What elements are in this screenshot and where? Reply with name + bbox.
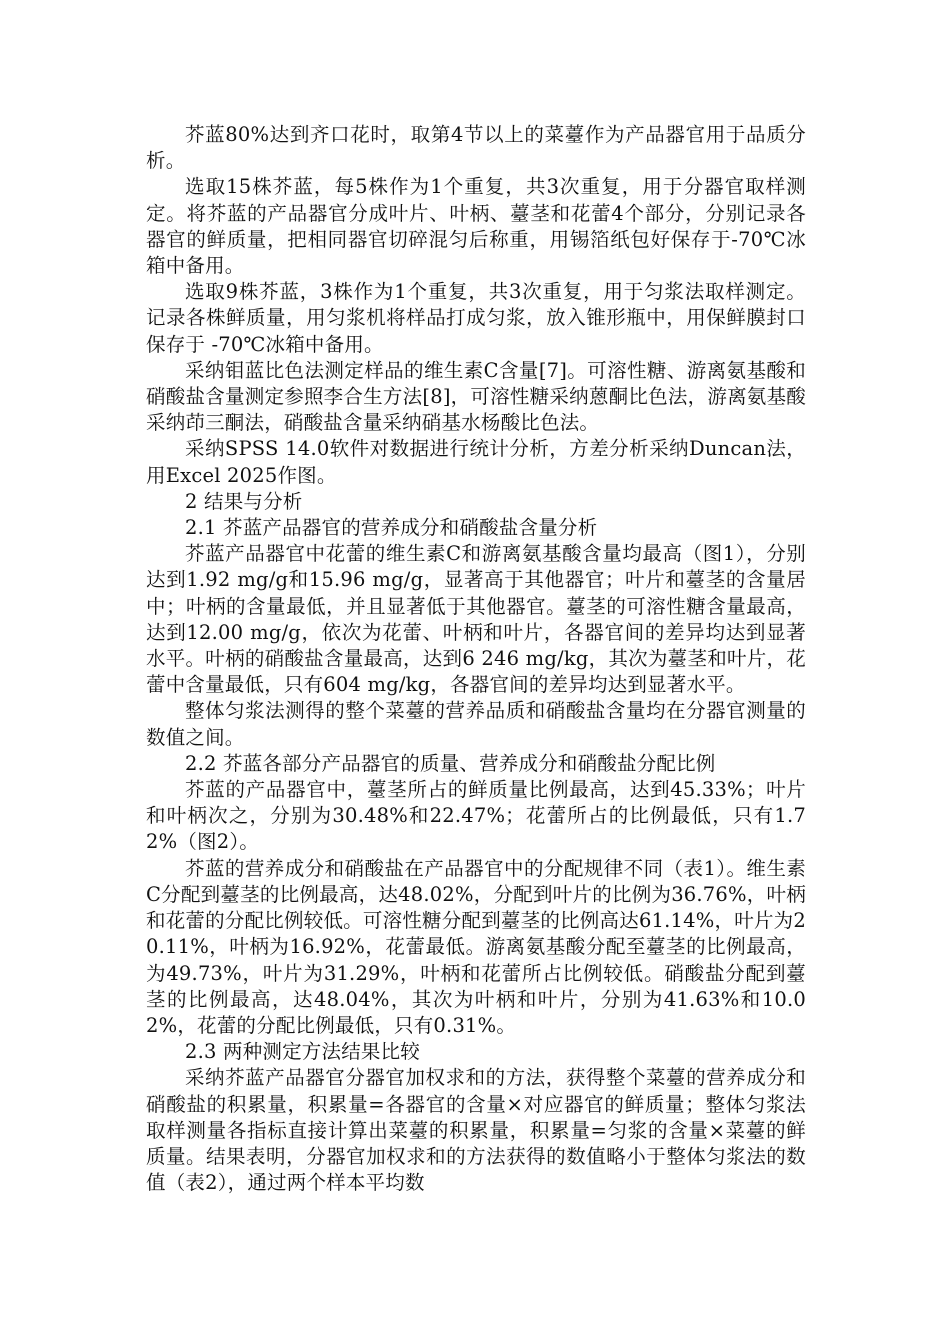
document-page (146, 122, 806, 1196)
paragraph-fresh-mass-ratio: 芥蓝的产品器官中，薹茎所占的鲜质量比例最高，达到45.33%；叶片和叶柄次之，分别为30.48%和22.47%；花蕾所占的比例最低，只有1.72%（图2）。 (146, 778, 806, 854)
paragraph-homogenate-sampling: 选取9株芥蓝，3株作为1个重复，共3次重复，用于匀浆法取样测定。记录各株鲜质量，用匀浆机将样品打成匀浆，放入锥形瓶中，用保鲜膜封口保存于 -70℃冰箱中备用。 (146, 280, 806, 356)
paragraph-measurement-methods: 采纳钼蓝比色法测定样品的维生素C含量[7]。可溶性糖、游离氨基酸和硝酸盐含量测定参照李合生方法[8]，可溶性糖采纳蒽酮比色法，游离氨基酸采纳茚三酮法，硝酸盐含量采纳硝基水杨酸比色法。 (146, 358, 806, 435)
paragraph-method-comparison: 采纳芥蓝产品器官分器官加权求和的方法，获得整个菜薹的营养成分和硝酸盐的积累量，积累量=各器官的含量×对应器官的鲜质量；整体匀浆法取样测量各指标直接计算出菜薹的积累量，积累量=匀浆的含量×菜薹的鲜质量。结果表明，分器官加权求和的方法获得的数值略小于整体匀浆法的数值（表2），通过两个样本平均数 (146, 1066, 806, 1195)
paragraph-statistics: 采纳SPSS 14.0软件对数据进行统计分析，方差分析采纳Duncan法，用Excel 2025作图。 (146, 437, 806, 487)
paragraph-distribution-ratio: 芥蓝的营养成分和硝酸盐在产品器官中的分配规律不同（表1）。维生素C分配到薹茎的比例最高，达48.02%，分配到叶片的比例为36.76%，叶柄和花蕾的分配比例较低。可溶性糖分配到薹茎的比例高达61.14%，叶片为20.11%，叶柄为16.92%，花蕾最低。游离氨基酸分配至薹茎的比例最高，为49.73%，叶片为31.29%，叶柄和花蕾所占比例较低。硝酸盐分配到薹茎的比例最高，达48.04%，其次为叶柄和叶片，分别为41.63%和10.02%，花蕾的分配比例最低，只有0.31%。 (146, 856, 806, 1037)
paragraph-nutrient-content: 芥蓝产品器官中花蕾的维生素C和游离氨基酸含量均最高（图1），分别达到1.92 mg/g和15.96 mg/g，显著高于其他器官；叶片和薹茎的含量居中；叶柄的含量最低，并且显著低于其他器官。薹茎的可溶性糖含量最高，达到12.00 mg/g，依次为花蕾、叶柄和叶片，各器官间的差异均达到显著水平。叶柄的硝酸盐含量最高，达到6 246 mg/kg，其次为薹茎和叶片，花蕾中含量最低，只有604 mg/kg，各器官间的差异均达到显著水平。 (146, 542, 806, 697)
paragraph-homogenate-range: 整体匀浆法测得的整个菜薹的营养品质和硝酸盐含量均在分器官测量的数值之间。 (146, 699, 806, 749)
subsection-heading-2-1: 2.1 芥蓝产品器官的营养成分和硝酸盐含量分析 (185, 516, 598, 540)
subsection-heading-2-3: 2.3 两种测定方法结果比较 (185, 1040, 421, 1064)
section-heading-results: 2 结果与分析 (185, 489, 303, 513)
subsection-heading-2-2: 2.2 芥蓝各部分产品器官的质量、营养成分和硝酸盐分配比例 (185, 751, 716, 775)
paragraph-sampling-stage: 芥蓝80%达到齐口花时，取第4节以上的菜薹作为产品器官用于品质分析。 (146, 123, 806, 173)
paragraph-organ-sampling: 选取15株芥蓝，每5株作为1个重复，共3次重复，用于分器官取样测定。将芥蓝的产品器官分成叶片、叶柄、薹茎和花蕾4个部分，分别记录各器官的鲜质量，把相同器官切碎混匀后称重，用锡箔纸包好保存于-70℃冰箱中备用。 (146, 175, 806, 278)
